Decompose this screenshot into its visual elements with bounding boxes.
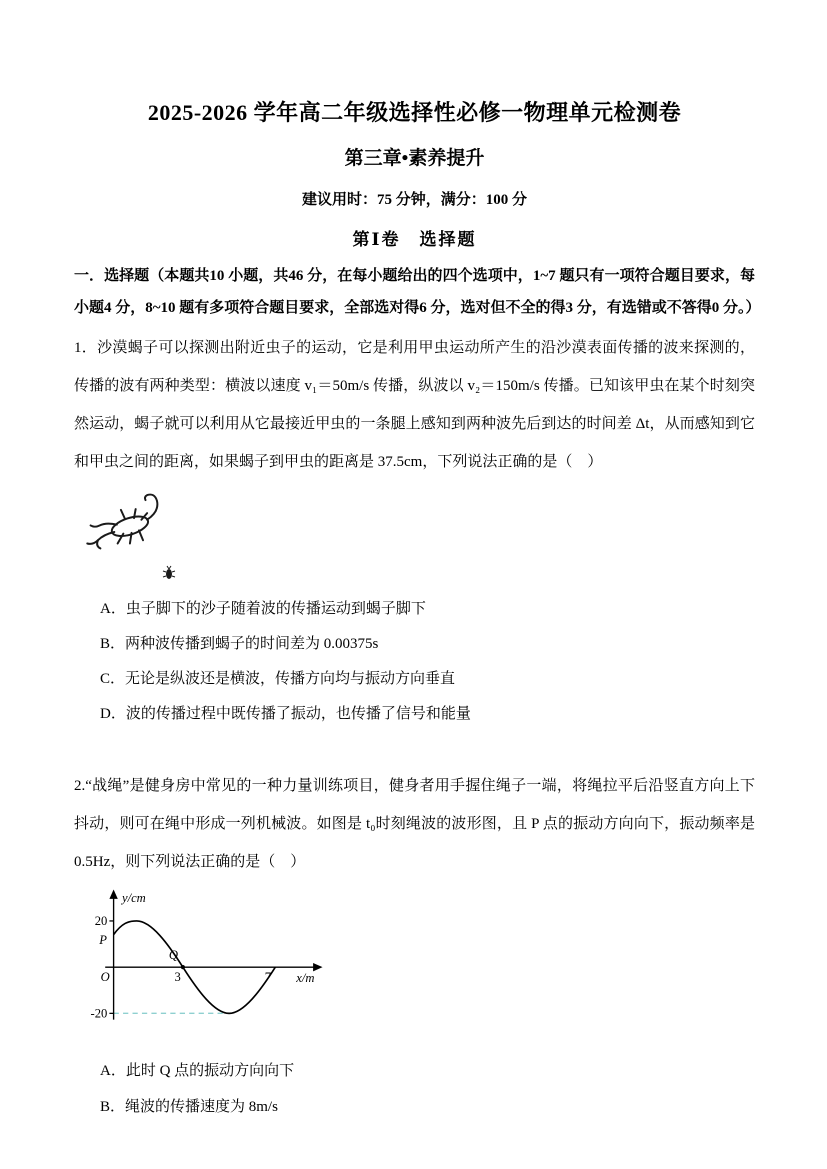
origin-label: O <box>100 970 110 985</box>
scorpion-icon <box>84 488 166 558</box>
question-1 <box>74 329 755 733</box>
exam-meta: 建议用时：75 分钟，满分：100 分 <box>301 192 527 208</box>
point-q-label: Q <box>168 948 179 962</box>
y-axis-label: y/cm <box>122 891 146 906</box>
question-1-option-c: C．无论是纵波还是横波，传播方向均与振动方向垂直 <box>100 671 456 687</box>
xtick-7-label: 7 <box>264 970 272 985</box>
question-1-option-a: A．虫子脚下的沙子随着波的传播运动到蝎子脚下 <box>100 600 426 617</box>
question-1-stem: 1．沙漠蝎子可以探测出附近虫子的运动，它是利用甲虫运动所产生的沿沙漠表面传播的波来探测的，传播的波有两种类型：横波以速度 v₁＝50m/s 传播，纵波以 v₂＝150m/s 传播。已知该甲虫在某个时刻突然运动，蝎子就可以利用从它最接近甲虫的一条腿上感知到两种波先后到达的时间差 Δt，从而感知到它和甲虫之间的距离，如果蝎子到甲虫的距离是 37.5cm，下列说法正确的是（ ） <box>74 339 755 471</box>
x-axis-arrow <box>313 963 322 971</box>
wave-figure <box>80 885 755 1048</box>
wave-graph <box>80 885 332 1043</box>
question-1-option-d: D．波的传播过程中既传播了振动，也传播了信号和能量 <box>100 706 471 723</box>
beetle-icon <box>162 565 176 581</box>
section-instructions: 一．选择题（本题共10 小题，共46 分，在每小题给出的四个选项中，1~7 题只有一项符合题目要求，每小题4 分，8~10 题有多项符合题目要求，全部选对得6 分，选对但不全的得3 分，有选错或不答得0 分。） <box>74 268 761 317</box>
point-p-label: P <box>99 933 107 948</box>
ytick-20-label: 20 <box>94 914 108 929</box>
question-1-options <box>74 592 755 733</box>
y-axis-arrow <box>109 890 117 899</box>
exam-title: 2025-2026 学年高二年级选择性必修一物理单元检测卷 <box>147 100 682 125</box>
x-axis-label: x/m <box>296 971 315 986</box>
question-1-option-b: B．两种波传播到蝎子的时间差为 0.00375s <box>100 635 379 652</box>
beetle-figure <box>162 565 755 586</box>
xtick-3-label: 3 <box>174 970 181 985</box>
ytick-neg20-label: -20 <box>90 1006 108 1021</box>
point-q-dot <box>181 965 185 969</box>
question-2-option-b: B．绳波的传播速度为 8m/s <box>100 1098 278 1115</box>
question-2-stem: 2.“战绳”是健身房中常见的一种力量训练项目，健身者用手握住绳子一端，将绳拉平后沿竖直方向上下抖动，则可在绳中形成一列机械波。如图是 t₀时刻绳波的波形图，且 P 点的振动方向向下，振动频率是 0.5Hz，则下列说法正确的是（ ） <box>74 777 755 870</box>
question-2 <box>74 767 755 1125</box>
question-2-option-a: A．此时 Q 点的振动方向向下 <box>100 1063 295 1080</box>
volume-title: 第Ⅰ卷 选择题 <box>352 230 477 249</box>
scorpion-figure <box>84 488 755 563</box>
exam-subtitle: 第三章•素养提升 <box>344 148 485 169</box>
question-2-options <box>74 1054 755 1125</box>
